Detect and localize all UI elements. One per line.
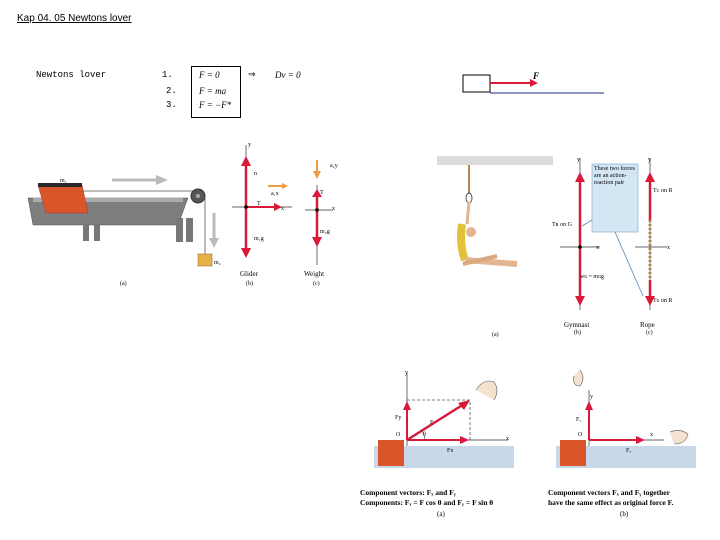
implies-symbol: ⇒ xyxy=(248,69,256,79)
glider-y-axis-label: y xyxy=(248,142,251,148)
rope-y-axis-label: y xyxy=(648,157,651,163)
law-1-equation: F = 0 xyxy=(199,70,220,80)
components-a-Fx-label: Fx xyxy=(447,448,454,454)
law-number-3: 3. xyxy=(166,100,177,110)
weight-tension-label: T xyxy=(320,190,324,196)
components-a-Fy-label: Fу xyxy=(395,415,402,421)
gymnast-x-axis-label: x xyxy=(596,245,599,251)
glider-tension-label: T xyxy=(257,201,261,207)
components-a-diagram xyxy=(370,368,520,478)
gymnast-drawing xyxy=(437,152,557,272)
rope-x-axis-label: x xyxy=(667,245,670,251)
weight-acceleration-label: a₂y xyxy=(330,163,338,169)
weight-mass-label: m₂ xyxy=(214,260,221,266)
glider-normal-label: n xyxy=(254,171,257,177)
components-a-theta-label: θ xyxy=(423,432,426,438)
glider-caption: Glider xyxy=(240,270,258,278)
components-b-line1: Component vectors Fₓ and Fᵧ together xyxy=(548,488,670,497)
components-b-diagram xyxy=(552,368,702,478)
glider-track-drawing xyxy=(28,168,228,278)
gymnast-y-axis-label: y xyxy=(577,157,580,163)
gymnast-label-c: (c) xyxy=(646,330,653,336)
gymnast-caption: Gymnast xyxy=(564,321,590,329)
law-3-equation: F = −F* xyxy=(199,100,232,110)
components-a-origin-label: O xyxy=(396,432,401,438)
laws-heading: Newtons lover xyxy=(36,70,107,80)
gymnast-weight-label: wɢ = mɢg xyxy=(580,274,604,280)
components-b-origin-label: O xyxy=(578,432,583,438)
components-a-x-axis-label: x xyxy=(506,436,509,442)
glider-label-a: (a) xyxy=(120,281,127,287)
components-b-Fy-label: Fᵧ xyxy=(576,417,581,423)
weight-x-axis-label: x xyxy=(332,206,335,212)
law-number-2: 2. xyxy=(166,86,177,96)
rope-caption: Rope xyxy=(640,321,655,329)
components-a-F-label: F xyxy=(430,420,434,426)
weight-free-body-diagram xyxy=(305,155,345,270)
rope-on-gymnast-tension-label: Tʀ on G xyxy=(552,222,572,228)
law-number-1: 1. xyxy=(162,70,173,80)
components-b-Fx-label: Fₓ xyxy=(626,448,632,454)
gymnast-label-a: (a) xyxy=(492,332,499,338)
components-a-line1: Component vectors: Fₓ and Fᵧ xyxy=(360,488,456,497)
components-a-line2: Components: Fₓ = F cos θ and Fᵧ = F sin θ xyxy=(360,498,494,507)
glider-mass-label: m₁ xyxy=(60,178,67,184)
law-1-result: Dv = 0 xyxy=(275,70,301,80)
glider-weight-label: m₁g xyxy=(254,236,264,242)
force-box-label: F xyxy=(533,71,540,81)
glider-x-axis-label: x xyxy=(281,206,284,212)
components-b-x-axis-label: x xyxy=(650,432,653,438)
glider-acceleration-label: a₁x xyxy=(271,191,279,197)
weight-force-label: m₂g xyxy=(320,229,330,235)
components-b-y-axis-label: y xyxy=(590,394,593,400)
page-title: Kap 04. 05 Newtons lover xyxy=(17,13,132,24)
components-a-label: (a) xyxy=(437,510,445,518)
glider-label-b: (b) xyxy=(246,281,253,287)
ceiling-on-rope-tension-label: Tᴄ on R xyxy=(653,188,673,194)
components-b-label: (b) xyxy=(620,510,629,518)
glider-label-c: (c) xyxy=(313,281,320,287)
law-2-equation: F = ma xyxy=(199,86,227,96)
components-b-line2: have the same effect as original force F. xyxy=(548,498,674,507)
weight-caption: Weight xyxy=(304,270,325,278)
components-a-y-axis-label: y xyxy=(405,370,408,376)
glider-free-body-diagram xyxy=(232,140,292,265)
action-reaction-note: These two forces are an action-reaction pair xyxy=(594,166,635,186)
gymnast-on-rope-tension-label: Tɢ on R xyxy=(653,298,673,304)
gymnast-label-b: (b) xyxy=(574,330,581,336)
